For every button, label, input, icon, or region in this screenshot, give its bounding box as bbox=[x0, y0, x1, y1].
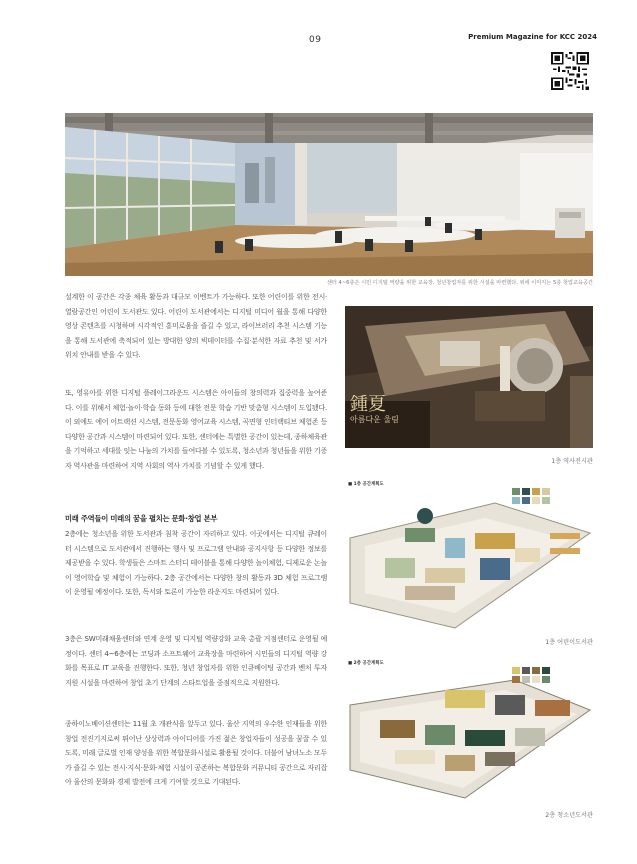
color-swatch bbox=[542, 676, 550, 683]
color-swatch bbox=[532, 497, 540, 504]
article-paragraph-2: 또, 영유아를 위한 디지털 플레이그라운드 시스템은 아이들의 창의력과 집중력을 높여준다. 이를 위해서 체험·놀이·학습 동화 등에 대한 전문 학습 기반 맞춤형 시스템이 도입됐다. 이 외에도 에어 어트랙션 시스템, 전문동화 영어교육 시스템, 곡면형 인터랙티브 체험존 등 다양한 공간과 시스템이 마련되어 있다. 또한, 센터에는 특별한 공간이 있는데, 종하체육관을 기억하고 세대를 잇는 나눔의 가치를 들여다볼 수 있도록, 청소년과 청년들을 위한 기증자 역사관을 마련하여 지역 사회의 역사 가치를 기념할 수 있게 했다. bbox=[65, 388, 327, 470]
color-swatch bbox=[512, 488, 520, 495]
color-swatch bbox=[522, 676, 530, 683]
color-swatch bbox=[522, 497, 530, 504]
jongha-sign: 鍾夏 아름다운 울림 bbox=[350, 395, 399, 424]
figure-caption-youth-library: 2층 청소년도서관 bbox=[545, 812, 593, 819]
color-swatch bbox=[542, 667, 550, 674]
article-paragraph-5: 종하이노베이션센터는 11월 초 개관식을 앞두고 있다. 울산 지역의 우수한 인재들을 위한 창업 전진기지로써 뛰어난 상상력과 아이디어를 가진 젊은 창업자들이 성공을 꿈꿀 수 있도록, 미래 글로벌 인재 양성을 위한 복합문화시설로 활용될 것이다. 더불어 남녀노소 모두가 즐길 수 있는 전시·지식·문화·체험 시설이 공존하는 복합문화 커뮤니티 공간으로 자리잡아 울산의 문화와 경제 발전에 크게 기여할 것으로 기대된다. bbox=[65, 719, 327, 787]
page-number: 09 bbox=[309, 35, 322, 45]
color-swatch bbox=[532, 676, 540, 683]
hero-rendering-education-space bbox=[65, 113, 593, 276]
color-swatch bbox=[512, 667, 520, 674]
magazine-title: Premium Magazine for KCC 2024 bbox=[468, 33, 597, 41]
article-paragraph-4: 3층은 SW미래채움센터와 연계 운영 및 디지털 역량강화 교육 총괄 거점센터로 운영될 예정이다. 센터 4~6층에는 코딩과 소프트웨어 교육장을 마련하여 시민들의 디지털 역량 강화를 목표로 IT 교육을 진행한다. 또한, 청년 창업자를 위한 인큐베이팅 공간과 벤처 투자 지원 시설을 마련하여 창업 초기 단계의 스타트업을 중점적으로 지원한다. bbox=[65, 634, 327, 687]
figure-childrens-library-plan bbox=[345, 478, 593, 633]
figure-youth-library-plan bbox=[345, 650, 593, 802]
legend-title-2f: ■ 2층 공간계획도 bbox=[348, 661, 384, 666]
color-swatch bbox=[542, 488, 550, 495]
article-paragraph-1: 설계한 이 공간은 각종 체육 활동과 대규모 이벤트가 가능하다. 또한 어린이를 위한 전시·열람공간인 어린이 도서관도 있다. 어린이 도서관에서는 디지털 미디어 월을 통해 다양한 영상 콘텐츠를 시청하며 시각적인 흥미로움을 즐길 수 있고, 라이브러리 추천 시스템 기능을 통해 도서관에 축적되어 있는 방대한 양의 빅데이터를 수집·분석한 자료 추천 및 서가 위치 안내를 받을 수 있다. bbox=[65, 292, 327, 360]
qr-code[interactable] bbox=[551, 52, 589, 90]
figure-caption-history: 1층 역사전시관 bbox=[551, 458, 593, 465]
color-swatch bbox=[512, 676, 520, 683]
color-swatch bbox=[532, 667, 540, 674]
color-swatch bbox=[512, 497, 520, 504]
section-subheading: 미래 주역들이 미래의 꿈을 펼치는 문화·창업 본부 bbox=[65, 514, 218, 523]
legend-title-1f: ■ 1층 공간계획도 bbox=[348, 482, 384, 487]
color-swatch bbox=[532, 488, 540, 495]
article-paragraph-3: 2층에는 청소년을 위한 도서관과 침착 공간이 자리하고 있다. 이곳에서는 디지털 큐레이터 시스템으로 도서관에서 진행하는 행사 및 프로그램 안내와 공지사항 등 다양한 정보를 제공받을 수 있다. 학생들은 스마트 스터디 테이블을 통해 다양한 놀이체험, 디제로운 논놀이 영어학습 및 체험이 가능하다. 2층 공간에서는 다양한 창의 활동과 3D 체험 프로그램이 운영될 예정이다. 또한, 독서와 토론이 가능한 라운지도 마련되어 있다. bbox=[65, 529, 327, 597]
color-swatch bbox=[522, 488, 530, 495]
hero-caption: 센터 4~6층은 시민 디지털 역량을 위한 교육장, 청년창업자를 위한 시설을 마련했다. 위에 이미지는 5층 창업교육공간 bbox=[326, 280, 593, 286]
figure-caption-childrens-library: 1층 어린이도서관 bbox=[545, 639, 593, 646]
color-swatch bbox=[522, 667, 530, 674]
color-swatch bbox=[542, 497, 550, 504]
